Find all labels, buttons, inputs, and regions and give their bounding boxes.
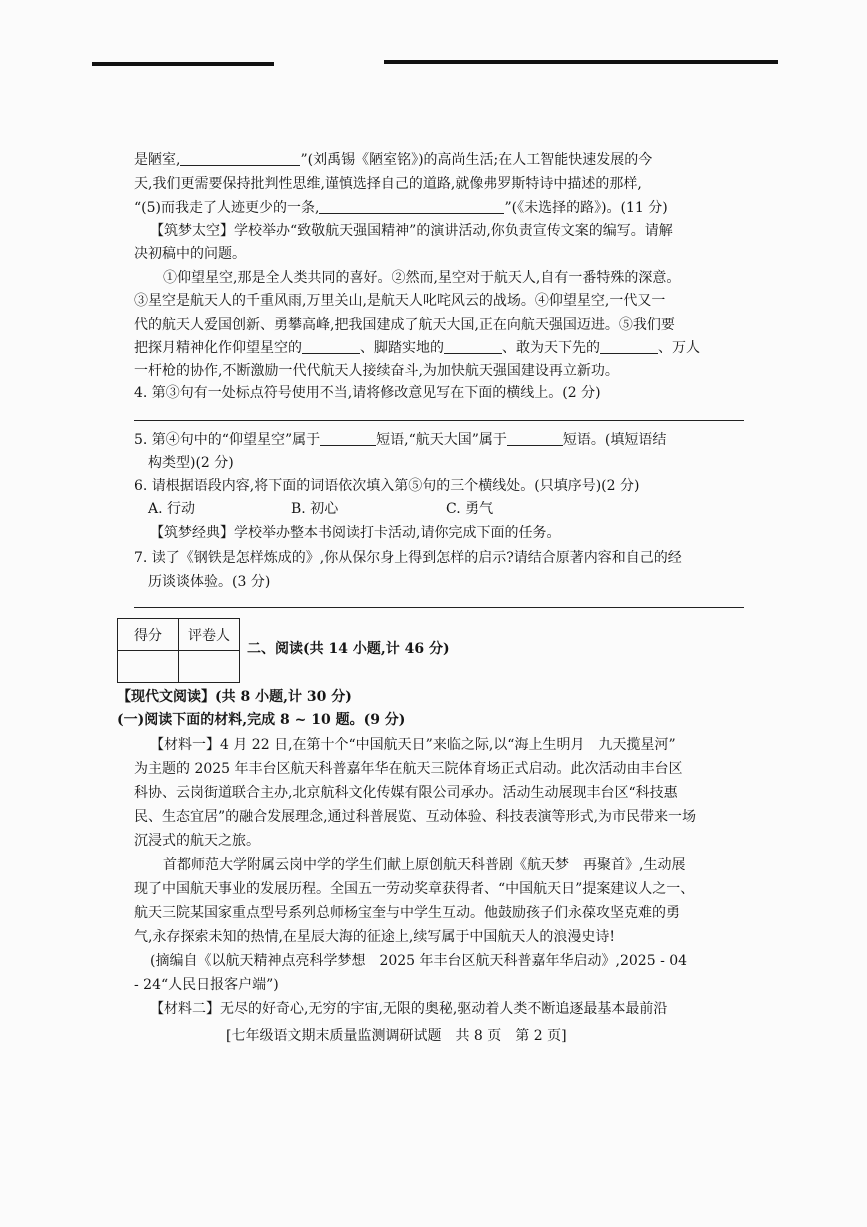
draft-line-4-d: 、万人: [658, 340, 700, 356]
page-footer: [七年级语文期末质量监测调研试题 共 8 页 第 2 页]: [226, 1028, 567, 1044]
question-7: 7. 读了《钢铁是怎样炼成的》,你从保尔身上得到怎样的启示?请结合原著内容和自己的经: [134, 550, 682, 566]
draft-line-4-c: 、敢为天下先的: [502, 340, 600, 356]
q6-option-b: B. 初心: [291, 501, 339, 517]
answer-blank[interactable]: [444, 339, 502, 354]
intro-line-1-prefix: 是陋室,: [134, 152, 181, 168]
draft-line-4-a: 把探月精神化作仰望星空的: [134, 340, 302, 356]
intro-line-2: 天,我们更需要保持批判性思维,谨慎选择自己的道路,就像弗罗斯特诗中描述的那样,: [134, 176, 642, 192]
material-1-line-1: 【材料一】4 月 22 日,在第十个“中国航天日”来临之际,以“海上生明月 九天揽星河”: [150, 737, 676, 753]
grader-cell[interactable]: [179, 651, 240, 683]
material-1-line-9: 气,永存探索未知的热情,在星辰大海的征途上,续写属于中国航天人的浪漫史诗!: [134, 929, 615, 945]
grader-header: 评卷人: [179, 619, 240, 651]
material-1-source-2: - 24“人民日报客户端”): [134, 977, 279, 993]
question-7-line-2: 历谈谈体验。(3 分): [148, 574, 271, 590]
intro-line-1-suffix: ”(刘禹锡《陋室铭》)的高尚生活;在人工智能快速发展的今: [300, 152, 653, 168]
answer-blank[interactable]: [180, 151, 300, 166]
score-cell[interactable]: [118, 651, 179, 683]
material-1-line-5: 沉浸式的航天之旅。: [134, 833, 260, 849]
material-1-source: (摘编自《以航天精神点亮科学梦想 2025 年丰台区航天科普嘉年华启动》,2025 - 04: [150, 953, 688, 969]
material-1-line-6: 首都师范大学附属云岗中学的学生们献上原创航天科普剧《航天梦 再聚首》,生动展: [163, 857, 686, 873]
draft-line-4-b: 、脚踏实地的: [360, 340, 444, 356]
q5-part-c: 短语。(填短语结: [562, 432, 667, 448]
section-2-title: 二、阅读(共 14 小题,计 46 分): [247, 641, 450, 657]
reading-subsection: (一)阅读下面的材料,完成 8 ~ 10 题。(9 分): [117, 712, 406, 728]
question-5: [134, 431, 746, 449]
score-header: 得分: [118, 619, 179, 651]
question-5-line-2: 构类型)(2 分): [148, 455, 234, 471]
q7-answer-line[interactable]: [134, 607, 744, 608]
space-section-intro-2: 决初稿中的问题。: [134, 246, 246, 262]
material-1-line-4: 民、生态宜居”的融合发展理念,通过科普展览、互动体验、科技表演等形式,为市民带来一场: [134, 809, 697, 825]
material-1-line-7: 现了中国航天事业的发展历程。全国五一劳动奖章获得者、“中国航天日”提案建议人之一、: [134, 881, 695, 897]
intro-line-1: [134, 151, 746, 169]
q5-part-a: 5. 第④句中的“仰望星空”属于: [134, 432, 321, 448]
material-1-line-8: 航天三院某国家重点型号系列总师杨宝奎与中学生互动。他鼓励孩子们永葆攻坚克难的勇: [134, 905, 680, 921]
answer-blank[interactable]: [600, 339, 658, 354]
answer-blank[interactable]: [320, 431, 376, 446]
intro-line-3-suffix: ”(《未选择的路》)。(11 分): [504, 200, 668, 216]
question-4: 4. 第③句有一处标点符号使用不当,请将修改意见写在下面的横线上。(2 分): [134, 385, 601, 401]
modern-reading-title: 【现代文阅读】(共 8 小题,计 30 分): [117, 689, 352, 705]
intro-line-3: [134, 199, 746, 217]
draft-line-4: [134, 339, 746, 357]
draft-line-1: ①仰望星空,那是全人类共同的喜好。②然而,星空对于航天人,自有一番特殊的深意。: [163, 270, 681, 286]
q6-option-c: C. 勇气: [446, 501, 494, 517]
answer-blank[interactable]: [319, 199, 504, 214]
material-1-line-2: 为主题的 2025 年丰台区航天科普嘉年华在航天三院体育场正式启动。此次活动由丰台区: [134, 761, 683, 777]
answer-blank[interactable]: [507, 431, 563, 446]
draft-line-3: 代的航天人爱国创新、勇攀高峰,把我国建成了航天大国,正在向航天强国迈进。⑤我们要: [134, 317, 675, 333]
draft-line-2: ③星空是航天人的千重风雨,万里关山,是航天人叱咤风云的战场。④仰望星空,一代又一: [134, 293, 666, 309]
space-section-intro: 【筑梦太空】学校举办“致敬航天强国精神”的演讲活动,你负责宣传文案的编写。请解: [150, 223, 673, 239]
intro-line-3-prefix: “(5)而我走了人迹更少的一条,: [134, 200, 320, 216]
q4-answer-line[interactable]: [134, 420, 744, 421]
classics-section: 【筑梦经典】学校举办整本书阅读打卡活动,请你完成下面的任务。: [150, 525, 561, 541]
q5-part-b: 短语,“航天大国”属于: [376, 432, 507, 448]
q6-option-a: A. 行动: [148, 501, 196, 517]
material-2-line-1: 【材料二】无尽的好奇心,无穷的宇宙,无限的奥秘,驱动着人类不断追逐最基本最前沿: [150, 1001, 668, 1017]
question-6: 6. 请根据语段内容,将下面的词语依次填入第⑤句的三个横线处。(只填序号)(2 分): [134, 478, 640, 494]
score-table: [117, 618, 240, 683]
answer-blank[interactable]: [302, 339, 360, 354]
material-1-line-3: 科协、云岗街道联合主办,北京航科文化传媒有限公司承办。活动生动展现丰台区“科技惠: [134, 785, 678, 801]
draft-line-5: 一杆枪的协作,不断激励一代代航天人接续奋斗,为加快航天强国建设再立新功。: [134, 363, 619, 379]
